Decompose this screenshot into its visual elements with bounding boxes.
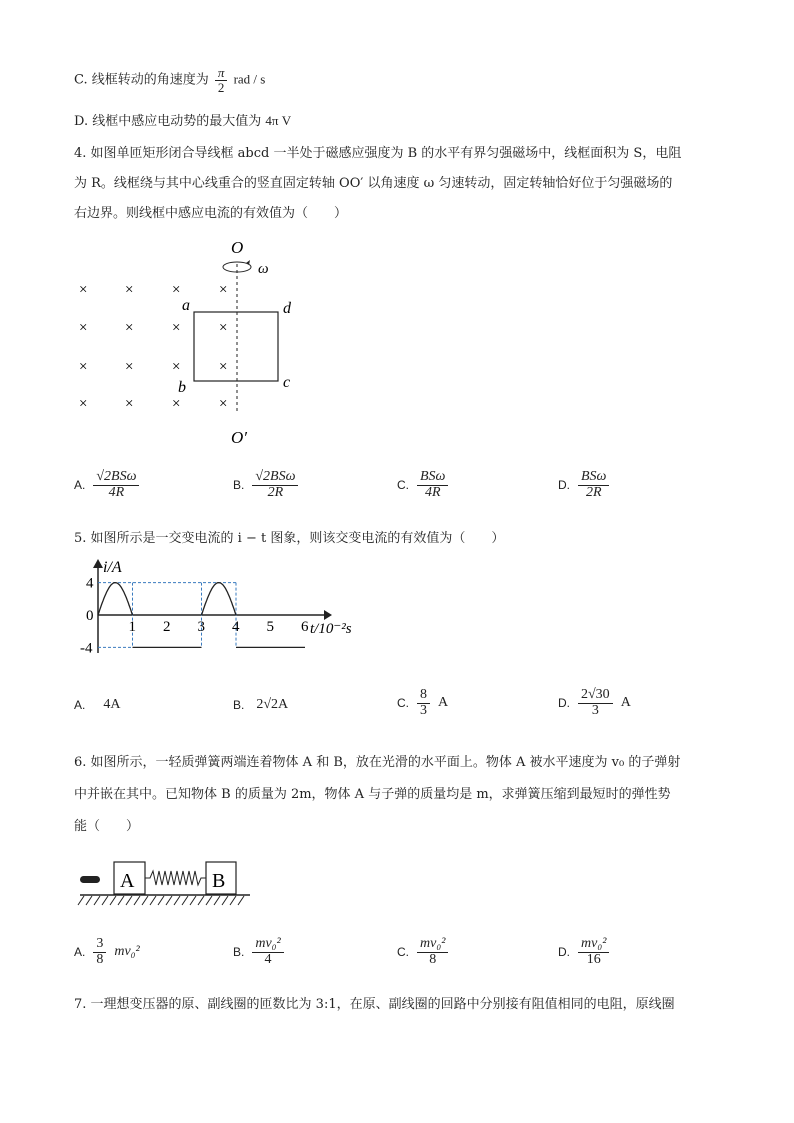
x-tick-label: 6 xyxy=(301,619,309,635)
field-cross: × xyxy=(219,359,228,375)
q4-option-a[interactable]: A. $\frac{\text{√2BSω}}{4R}$ xyxy=(74,470,141,500)
q4-option-b[interactable]: B. $\frac{\text{√2BSω}}{2R}$ xyxy=(233,470,300,500)
field-cross: × xyxy=(79,320,88,336)
q6-stem-line3: 能（ ） xyxy=(74,819,140,834)
ground-hatch xyxy=(78,896,244,905)
label-O: O xyxy=(231,238,244,257)
q6-option-c[interactable]: C. $\frac{\text{mv₀²}}{8}$ xyxy=(397,937,450,967)
half-sine-pulse xyxy=(202,583,237,615)
q4-stem-line3: 右边界。则线框中感应电流的有效值为（ ） xyxy=(74,206,348,221)
q6-figure xyxy=(74,856,254,912)
corner-a: a xyxy=(182,297,190,314)
y-tick-label: -4 xyxy=(80,640,93,657)
block-b-label: B xyxy=(212,870,226,892)
q5-option-a[interactable]: A. 4A xyxy=(74,697,121,712)
q4-stem-line2: 为 R。线框绕与其中心线重合的竖直固定转轴 OO′ 以角速度 ω 匀速转动，固定转轴恰好位于匀强磁场的 xyxy=(74,176,673,191)
wire-frame xyxy=(194,312,278,381)
field-cross: × xyxy=(219,396,228,412)
q5-option-c[interactable]: C. $\frac{8}{3}$ A xyxy=(397,687,449,718)
prev-option-c: C. 线框转动的角速度为 $\frac{\pi}{2}$ rad / s xyxy=(74,65,266,95)
field-cross: × xyxy=(172,396,181,412)
x-tick-label: 4 xyxy=(232,619,240,635)
field-cross: × xyxy=(125,396,134,412)
q6-option-b[interactable]: B. $\frac{\text{mv₀²}}{4}$ xyxy=(233,937,286,967)
corner-c: c xyxy=(283,374,291,391)
x-tick-label: 3 xyxy=(197,619,205,635)
field-cross: × xyxy=(125,320,134,336)
field-cross: × xyxy=(172,359,181,375)
y-tick-label: 4 xyxy=(86,575,94,592)
fraction: $\frac{\pi}{2}$ xyxy=(215,66,228,94)
x-tick-label: 1 xyxy=(128,619,136,635)
q5-option-b[interactable]: B. 2√2A xyxy=(233,697,289,712)
q5-option-d[interactable]: D. $\frac{2√30}{3}$ A xyxy=(558,687,631,718)
q4-option-d[interactable]: D. $\frac{\text{BSω}}{2R}$ xyxy=(558,470,611,500)
field-cross: × xyxy=(79,282,88,298)
y-axis-arrow xyxy=(93,559,103,568)
q6-option-d[interactable]: D. $\frac{\text{mv₀²}}{16}$ xyxy=(558,937,611,967)
q6-stem-line2: 中并嵌在其中。已知物体 B 的质量为 2m，物体 A 与子弹的质量均是 m，求弹簧压缩到最短时的弹性势 xyxy=(74,787,671,802)
q6-option-a[interactable]: A. $\frac{3}{8}$ mv₀² xyxy=(74,936,140,967)
field-cross: × xyxy=(219,282,228,298)
q6-stem-line1: 6. 如图所示，一轻质弹簧两端连着物体 A 和 B，放在光滑的水平面上。物体 A 被水平速度为 v₀ 的子弹射 xyxy=(74,755,681,770)
y-tick-label: 0 xyxy=(86,608,94,624)
field-cross: × xyxy=(172,282,181,298)
spring xyxy=(145,871,206,885)
label-O-prime: O′ xyxy=(231,428,247,447)
field-cross: × xyxy=(79,396,88,412)
bullet xyxy=(80,876,100,883)
field-cross: × xyxy=(219,320,228,336)
corner-d: d xyxy=(283,300,291,317)
field-cross: × xyxy=(79,359,88,375)
x-tick-label: 2 xyxy=(163,619,171,635)
magnetic-field-crosses xyxy=(79,282,227,412)
q4-figure xyxy=(70,236,320,456)
x-axis-arrow xyxy=(324,610,332,620)
block-a-label: A xyxy=(120,870,135,892)
x-tick-label: 5 xyxy=(266,619,274,635)
q4-option-c[interactable]: C. $\frac{\text{BSω}}{4R}$ xyxy=(397,470,450,500)
field-cross: × xyxy=(125,282,134,298)
field-cross: × xyxy=(125,359,134,375)
y-axis-label: i/A xyxy=(103,559,122,576)
label-omega: ω xyxy=(258,261,269,277)
q5-chart xyxy=(74,555,374,670)
q5-stem-line1: 5. 如图所示是一交变电流的 i − t 图象，则该交变电流的有效值为（ ） xyxy=(74,531,505,546)
prev-option-d: D. 线框中感应电动势的最大值为 4π V xyxy=(74,113,292,129)
corner-b: b xyxy=(178,379,186,396)
half-sine-pulse xyxy=(98,583,133,615)
field-cross: × xyxy=(172,320,181,336)
q4-stem-line1: 4. 如图单匝矩形闭合导线框 abcd 一半处于磁感应强度为 B 的水平有界匀强磁场中，线框面积为 S，电阻 xyxy=(74,146,682,161)
q7-stem-line1: 7. 一理想变压器的原、副线圈的匝数比为 3:1，在原、副线圈的回路中分别接有阻值相同的电阻，原线圈 xyxy=(74,997,675,1012)
x-axis-label: t/10⁻²s xyxy=(310,621,352,637)
